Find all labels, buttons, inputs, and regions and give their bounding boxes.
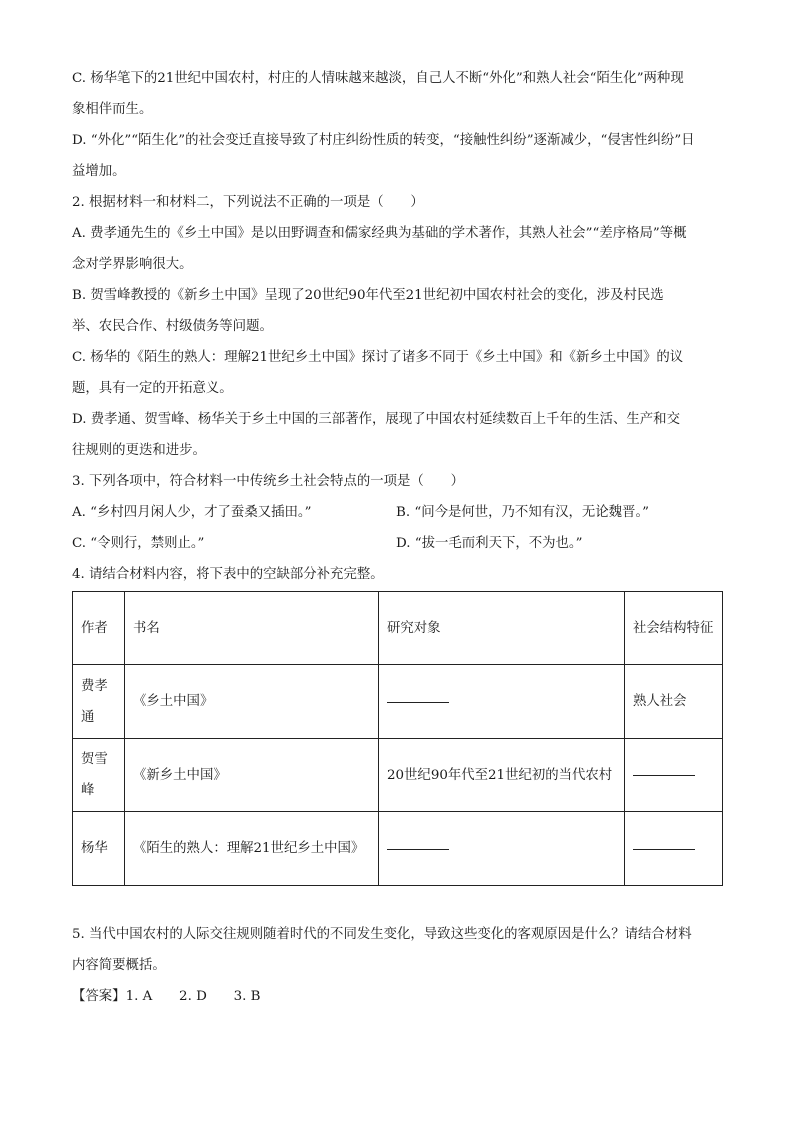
q4-table bbox=[72, 591, 723, 886]
header-author: 作者 bbox=[73, 592, 125, 665]
q2-option-a: A. 费孝通先生的《乡土中国》是以田野调查和儒家经典为基础的学术著作，其熟人社会”“差序格局”等概 念对学界影响很大。 bbox=[72, 226, 687, 272]
fill-blank bbox=[387, 701, 449, 703]
q3-option-a: A. “乡村四月闲人少，才了蚕桑又插田。” bbox=[72, 505, 312, 520]
q3-option-b: B. “问今是何世，乃不知有汉，无论魏晋。” bbox=[396, 505, 649, 520]
table-row bbox=[73, 739, 723, 812]
cell-book: 《乡土中国》 bbox=[125, 665, 379, 739]
answer-line bbox=[72, 981, 722, 1012]
cell-feature-blank bbox=[625, 739, 723, 812]
q2-option-b: B. 贺雪峰教授的《新乡土中国》呈现了20世纪90年代至21世纪初中国农村社会的变化，涉及村民选 举、农民合作、村级债务等问题。 bbox=[72, 288, 664, 334]
q1-option-c: C. 杨华笔下的21世纪中国农村，村庄的人情味越来越淡，自己人不断“外化”和熟人社会“陌生化”两种现 象相伴而生。 bbox=[72, 71, 684, 117]
cell-book: 《新乡土中国》 bbox=[125, 739, 379, 812]
answer-label: 【答案】 bbox=[72, 989, 126, 1004]
table-header-row bbox=[73, 592, 723, 665]
header-object: 研究对象 bbox=[379, 592, 625, 665]
fill-blank bbox=[387, 848, 449, 850]
cell-feature: 熟人社会 bbox=[625, 665, 723, 739]
cell-object: 20世纪90年代至21世纪初的当代农村 bbox=[379, 739, 625, 812]
cell-book: 《陌生的熟人：理解21世纪乡土中国》 bbox=[125, 812, 379, 886]
q2-option-c: C. 杨华的《陌生的熟人：理解21世纪乡土中国》探讨了诸多不同于《乡土中国》和《新乡土中国》的议 题，具有一定的开拓意义。 bbox=[72, 350, 684, 396]
q4-stem: 4. 请结合材料内容，将下表中的空缺部分补充完整。 bbox=[72, 567, 384, 582]
header-book: 书名 bbox=[125, 592, 379, 665]
q3-option-c: C. “令则行，禁则止。” bbox=[72, 536, 205, 551]
answer-text: 1. A 2. D 3. B bbox=[125, 989, 261, 1004]
cell-author: 费孝通 bbox=[73, 665, 125, 739]
fill-blank bbox=[633, 848, 695, 850]
q1-option-d: D. “外化”“陌生化”的社会变迁直接导致了村庄纠纷性质的转变，“接触性纠纷”逐渐减少，“侵害性纠纷”日 益增加。 bbox=[72, 133, 695, 179]
table-row bbox=[73, 812, 723, 886]
q2-stem: 2. 根据材料一和材料二，下列说法不正确的一项是（ ） bbox=[72, 195, 424, 210]
cell-author: 杨华 bbox=[73, 812, 125, 886]
cell-object-blank bbox=[379, 665, 625, 739]
q5-stem: 5. 当代中国农村的人际交往规则随着时代的不同发生变化，导致这些变化的客观原因是什么？请结合材料 内容简要概括。 bbox=[72, 927, 692, 973]
cell-author: 贺雪峰 bbox=[73, 739, 125, 812]
header-feature: 社会结构特征 bbox=[625, 592, 723, 665]
q3-stem: 3. 下列各项中，符合材料一中传统乡土社会特点的一项是（ ） bbox=[72, 474, 464, 489]
cell-object-blank bbox=[379, 812, 625, 886]
fill-blank bbox=[633, 774, 695, 776]
cell-feature-blank bbox=[625, 812, 723, 886]
table-row bbox=[73, 665, 723, 739]
q3-option-d: D. “拔一毛而利天下，不为也。” bbox=[396, 536, 583, 551]
q2-option-d: D. 费孝通、贺雪峰、杨华关于乡土中国的三部著作，展现了中国农村延续数百上千年的生活、生产和交 往规则的更迭和进步。 bbox=[72, 412, 680, 458]
